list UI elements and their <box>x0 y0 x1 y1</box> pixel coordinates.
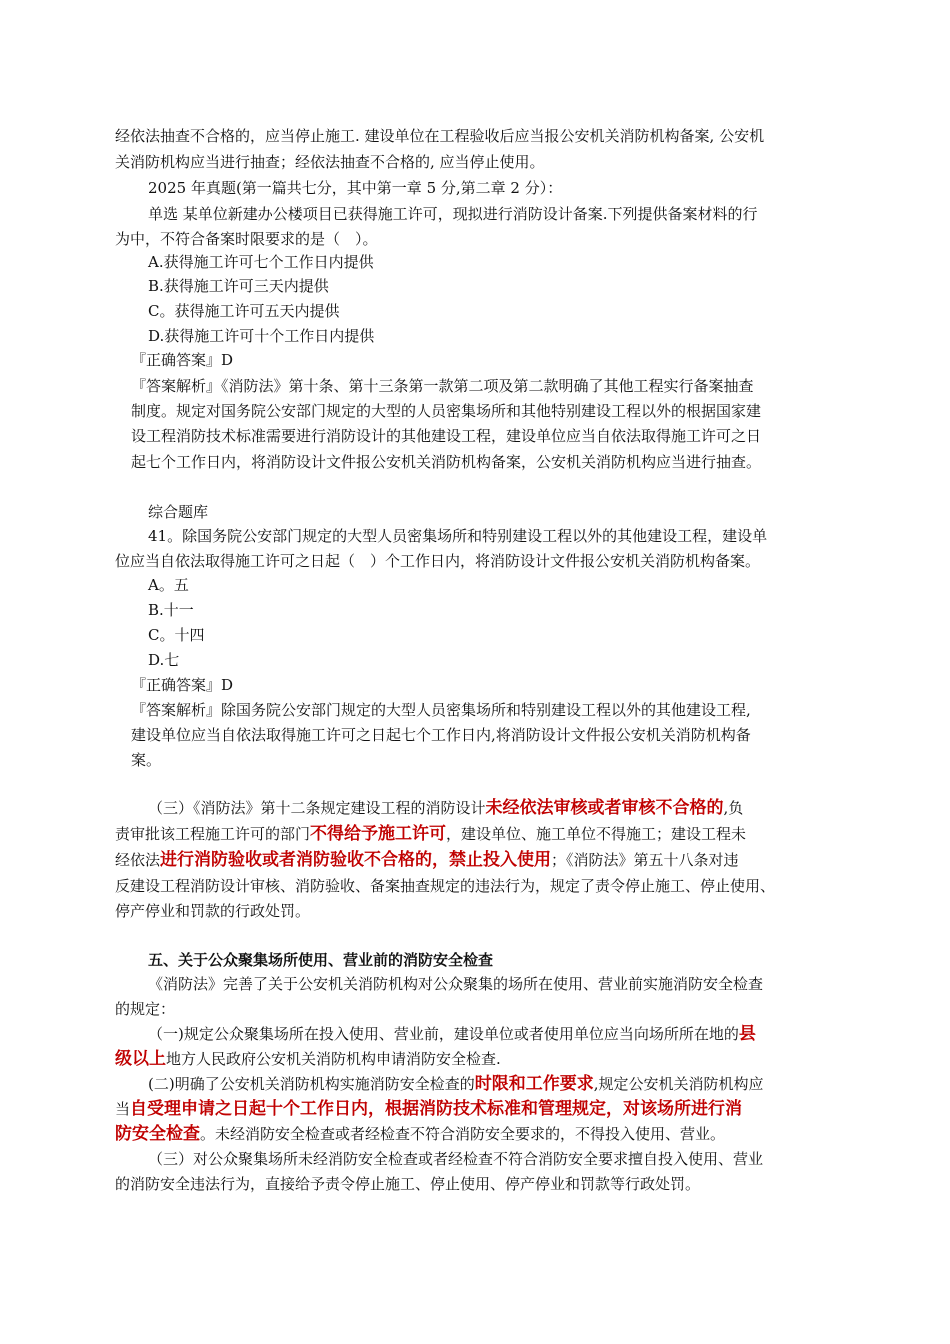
law-paragraph-line: 经依法进行消防验收或者消防验收不合格的，禁止投入使用；《消防法》第五十八条对违 <box>115 850 739 870</box>
option-a: A。五 <box>148 576 189 594</box>
option-d: D.七 <box>148 651 180 669</box>
highlight: 未经依法审核或者审核不合格的 <box>485 798 724 818</box>
highlight: 进行消防验收或者消防验收不合格的，禁止投入使用 <box>160 850 552 870</box>
answer-explanation: 『答案解析』除国务院公安部门规定的大型人员密集场所和特别建设工程以外的其他建设工程, <box>131 701 751 719</box>
paragraph-line: 关消防机构应当进行抽查；经依法抽查不合格的, 应当停止使用。 <box>115 153 545 171</box>
option-d: D.获得施工许可十个工作日内提供 <box>148 327 375 345</box>
highlight: 防安全检查 <box>115 1124 200 1144</box>
highlight: 自受理申请之日起十个工作日内，根据消防技术标准和管理规定，对该场所进行消 <box>130 1099 743 1119</box>
answer-explanation: 案。 <box>131 751 162 769</box>
law-paragraph-line: 责审批该工程施工许可的部门不得给予施工许可，建设单位、施工单位不得施工；建设工程未 <box>115 824 747 844</box>
question-line: 位应当自依法取得施工许可之日起（ ）个工作日内，将消防设计文件报公安机关消防机构备案。 <box>115 552 761 570</box>
clause-line: （三）对公众聚集场所未经消防安全检查或者经检查不符合消防安全要求擅自投入使用、营业 <box>148 1150 764 1168</box>
option-c: C。十四 <box>148 626 205 644</box>
answer-explanation: 制度。规定对国务院公安部门规定的大型的人员密集场所和其他特别建设工程以外的根据国家建 <box>131 402 762 420</box>
option-a: A.获得施工许可七个工作日内提供 <box>148 253 374 271</box>
highlight: 时限和工作要求 <box>474 1074 594 1094</box>
option-b: B.十一 <box>148 601 194 619</box>
option-b: B.获得施工许可三天内提供 <box>148 277 329 295</box>
paragraph-line: 经依法抽查不合格的，应当停止施工. 建设单位在工程验收后应当报公安机关消防机构备案, 公安机 <box>115 127 765 145</box>
clause-line: 的消防安全违法行为，直接给予责令停止施工、停止使用、停产停业和罚款等行政处罚。 <box>115 1175 701 1193</box>
clause-line: 级以上地方人民政府公安机关消防机构申请消防安全检查. <box>115 1049 501 1069</box>
question-line: 41。除国务院公安部门规定的大型人员密集场所和特别建设工程以外的其他建设工程，建设单 <box>148 527 768 545</box>
answer-explanation: 『答案解析』《消防法》第十条、第十三条第一款第二项及第二款明确了其他工程实行备案抽查 <box>131 377 754 395</box>
bank-heading: 综合题库 <box>148 503 209 521</box>
correct-answer: 『正确答案』D <box>131 676 234 694</box>
law-paragraph-line: （三）《消防法》第十二条规定建设工程的消防设计未经依法审核或者审核不合格的,负 <box>148 798 744 818</box>
section-intro: 的规定： <box>115 1000 176 1018</box>
section-intro: 《消防法》完善了关于公安机关消防机构对公众聚集的场所在使用、营业前实施消防安全检查 <box>148 975 764 993</box>
section-title: 五、关于公众聚集场所使用、营业前的消防安全检查 <box>148 951 494 969</box>
exam-heading: 2025 年真题(第一篇共七分，其中第一章 5 分,第二章 2 分）： <box>148 179 563 197</box>
highlight: 不得给予施工许可 <box>310 824 447 844</box>
answer-explanation: 建设单位应当自依法取得施工许可之日起七个工作日内,将消防设计文件报公安机关消防机构备 <box>131 726 751 744</box>
clause-line: （一)规定公众聚集场所在投入使用、营业前，建设单位或者使用单位应当向场所所在地的县 <box>148 1024 756 1044</box>
highlight: 县 <box>738 1024 756 1044</box>
answer-explanation: 设工程消防技术标准需要进行消防设计的其他建设工程，建设单位应当自依法取得施工许可之日 <box>131 427 762 445</box>
highlight: 级以上 <box>115 1049 166 1069</box>
correct-answer: 『正确答案』D <box>131 351 234 369</box>
option-c: C。获得施工许可五天内提供 <box>148 302 340 320</box>
question-line: 为中，不符合备案时限要求的是（ ）。 <box>115 230 378 248</box>
clause-line: (二)明确了公安机关消防机构实施消防安全检查的时限和工作要求,规定公安机关消防机构应 <box>148 1074 764 1094</box>
law-paragraph-line: 反建设工程消防设计审核、消防验收、备案抽查规定的违法行为，规定了责令停止施工、停止使用、 <box>115 877 776 895</box>
clause-line: 防安全检查。未经消防安全检查或者经检查不符合消防安全要求的，不得投入使用、营业。 <box>115 1124 726 1144</box>
answer-explanation: 起七个工作日内，将消防设计文件报公安机关消防机构备案，公安机关消防机构应当进行抽查。 <box>131 453 762 471</box>
law-paragraph-line: 停产停业和罚款的行政处罚。 <box>115 902 311 920</box>
clause-line: 当自受理申请之日起十个工作日内，根据消防技术标准和管理规定，对该场所进行消 <box>115 1099 743 1119</box>
question-line: 单选 某单位新建办公楼项目已获得施工许可，现拟进行消防设计备案.下列提供备案材料的行 <box>148 205 758 223</box>
